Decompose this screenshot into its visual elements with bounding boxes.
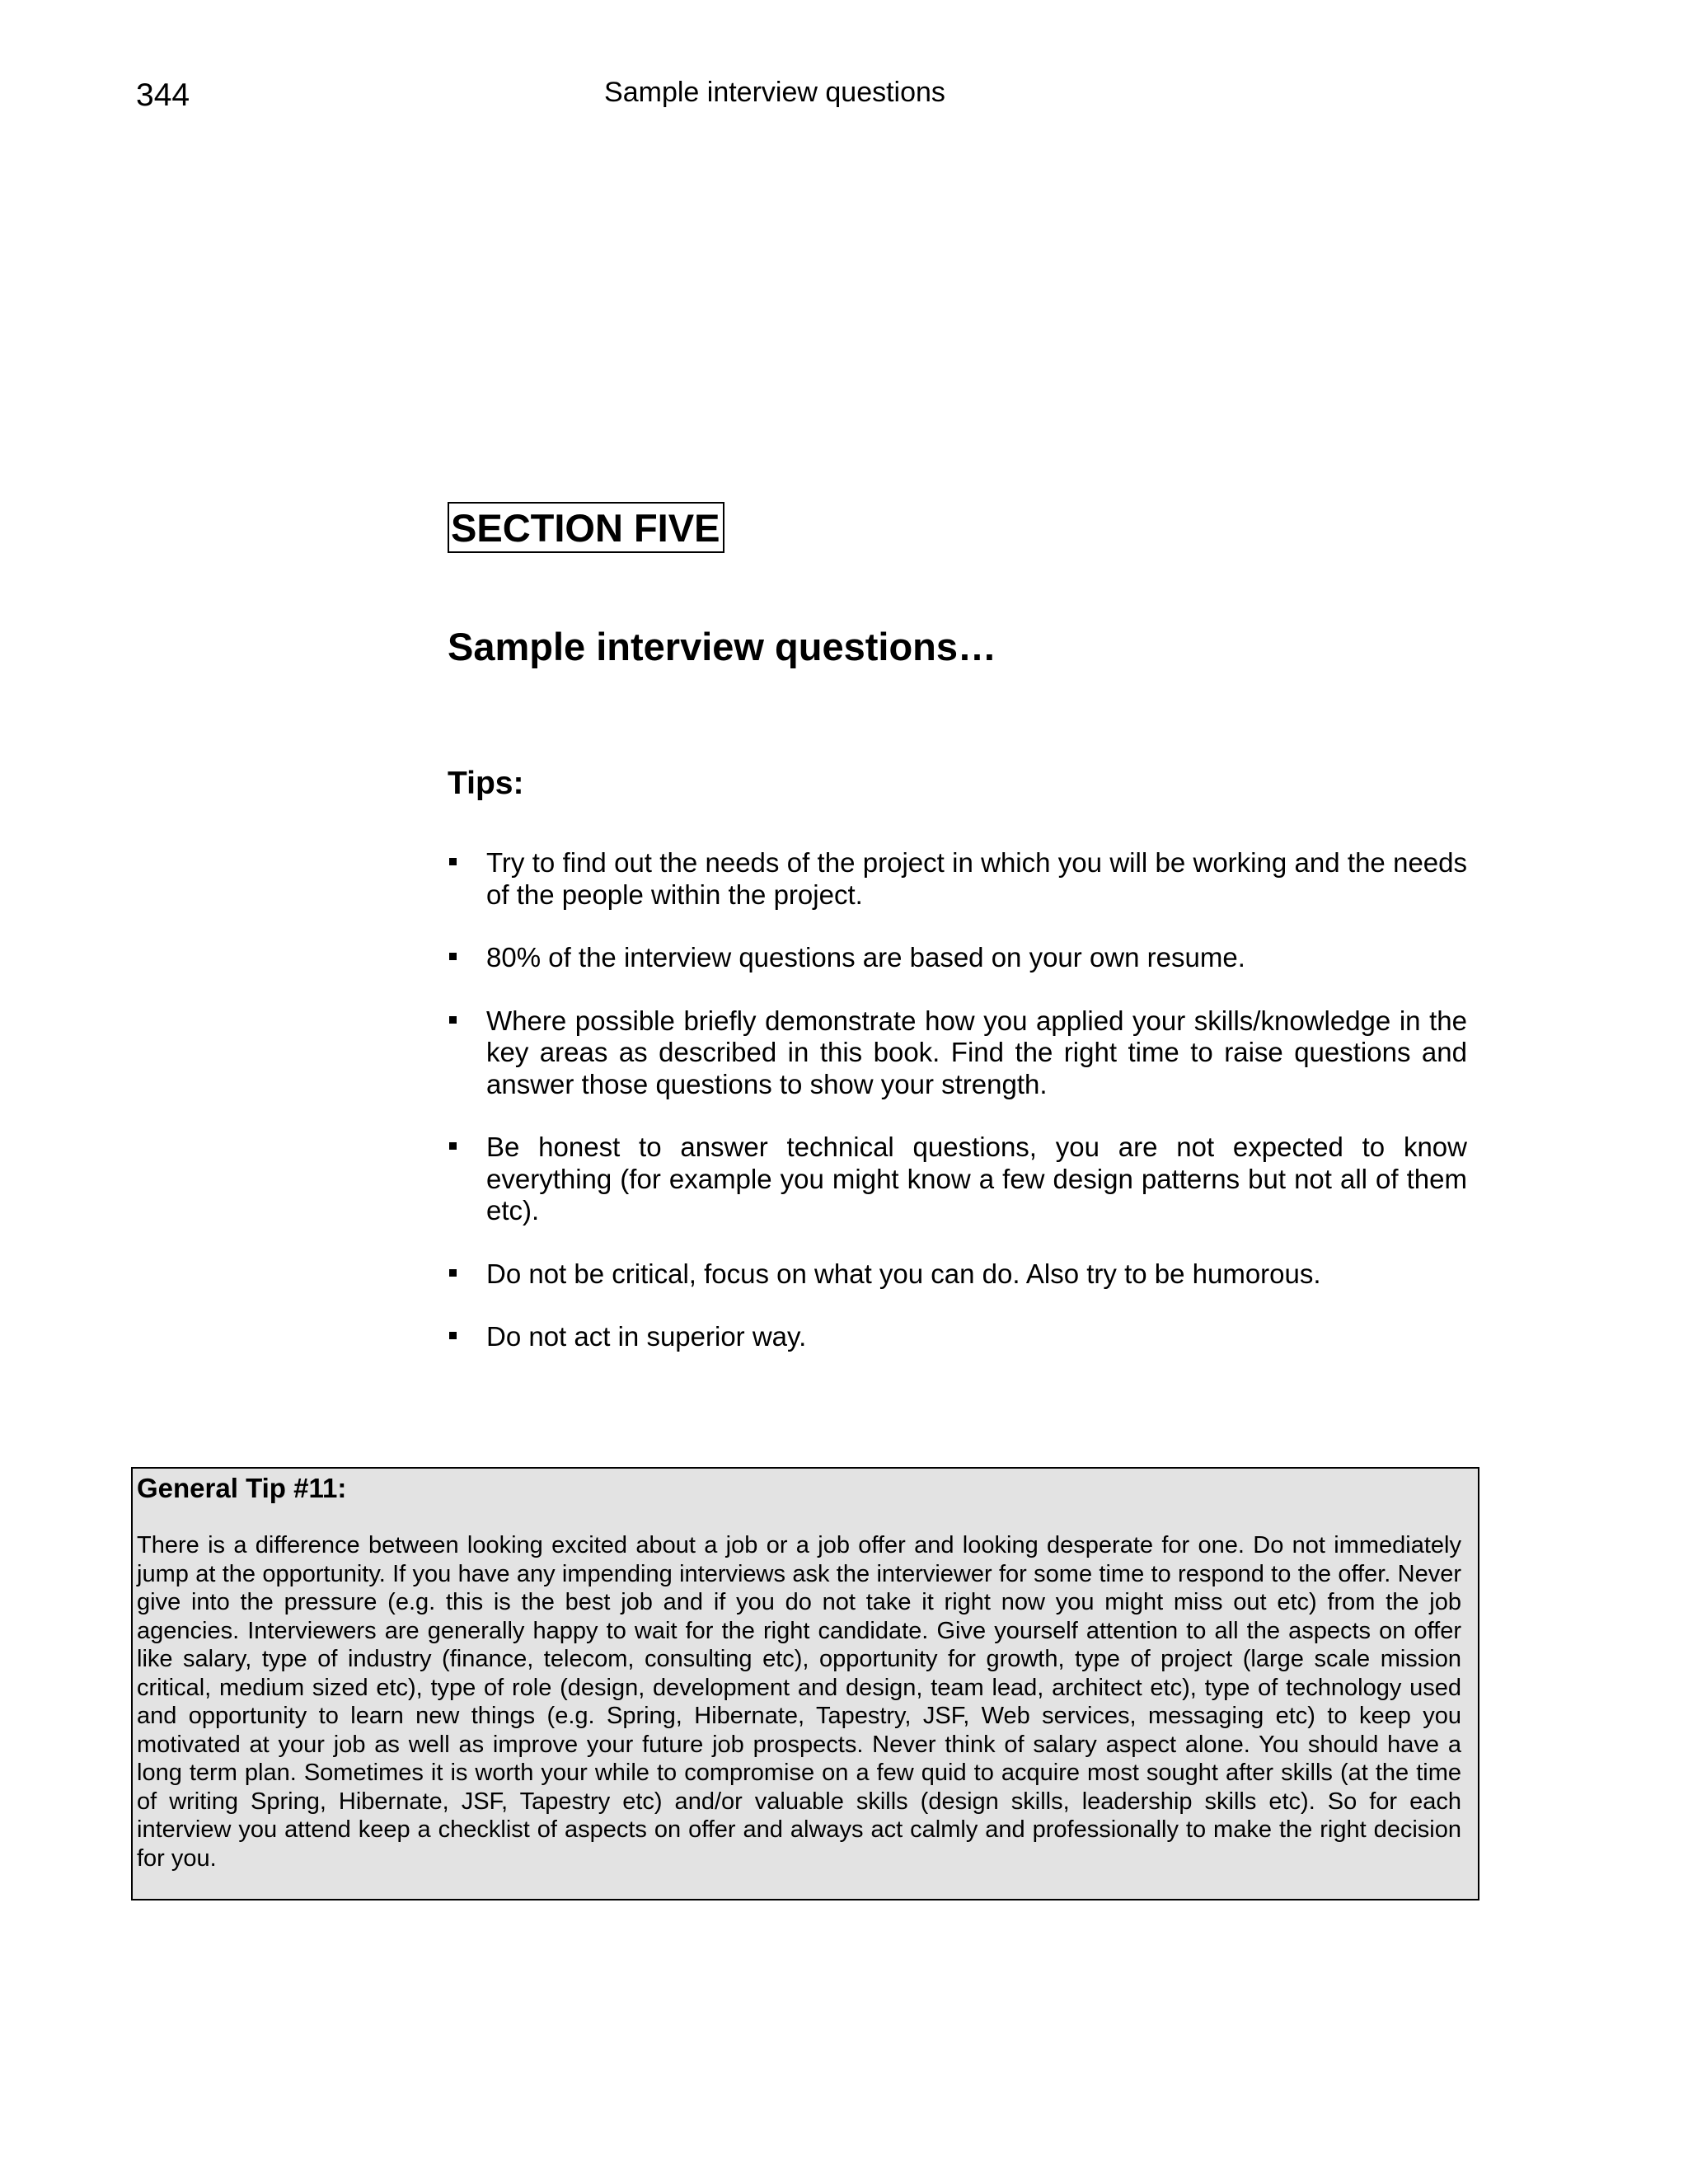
tip-item <box>448 1258 1467 1291</box>
tip-item <box>448 1321 1467 1353</box>
square-bullet-icon <box>449 953 457 960</box>
square-bullet-icon <box>449 858 457 865</box>
square-bullet-icon <box>449 1016 457 1024</box>
general-tip-box <box>131 1467 1479 1900</box>
tip-text: Do not be critical, focus on what you can do. Also try to be humorous. <box>486 1258 1321 1289</box>
tip-text: Be honest to answer technical questions, you are not expected to know everything (for example you might know a few design patterns but not all of them etc). <box>486 1132 1467 1226</box>
square-bullet-icon <box>449 1269 457 1277</box>
tip-item <box>448 847 1467 911</box>
section-title: Sample interview questions… <box>448 625 997 668</box>
tip-item <box>448 942 1467 974</box>
square-bullet-icon <box>449 1142 457 1150</box>
tip-item <box>448 1132 1467 1227</box>
tip-text: Do not act in superior way. <box>486 1321 807 1352</box>
tip-text: Try to find out the needs of the project in which you will be working and the needs of the people within the project. <box>486 847 1467 910</box>
page-number: 344 <box>136 77 190 113</box>
general-tip-body: There is a difference between looking excited about a job or a job offer and looking desperate for one. Do not immediately jump at the opportunity. If you have any impending interviews ask the interviewer for some time to respond to the offer. Never give into the pressure (e.g. this is the best job and if you do not take it right now you might miss out etc) from the job agencies. Interviewers are generally happy to wait for the right candidate. Give yourself attention to all the aspects on offer like salary, type of industry (finance, telecom, consulting etc), opportunity for growth, type of project (large scale mission critical, medium sized etc), type of role (design, development and design, team lead, architect etc), type of technology used and opportunity to learn new things (e.g. Spring, Hibernate, Tapestry, JSF, Web services, messaging etc) to keep you motivated at your job as well as improve your future job prospects. Never think of salary aspect alone. You should have a long term plan. Sometimes it is worth your while to compromise on a few quid to acquire most sought after skills (at the time of writing Spring, Hibernate, JSF, Tapestry etc) and/or valuable skills (design skills, leadership skills etc). So for each interview you attend keep a checklist of aspects on offer and always act calmly and professionally to make the right decision for you. <box>137 1532 1461 1872</box>
tip-text: Where possible briefly demonstrate how you applied your skills/knowledge in the key areas as described in this book. Find the right time to raise questions and answer those questions to show your strength. <box>486 1005 1467 1099</box>
square-bullet-icon <box>449 1332 457 1339</box>
tip-item <box>448 1005 1467 1101</box>
tips-heading: Tips: <box>448 766 524 801</box>
section-label: SECTION FIVE <box>448 502 724 553</box>
running-header: Sample interview questions <box>604 77 945 108</box>
tip-text: 80% of the interview questions are based on your own resume. <box>486 942 1245 972</box>
general-tip-title: General Tip #11: <box>137 1473 347 1503</box>
tips-list <box>448 847 1467 1385</box>
